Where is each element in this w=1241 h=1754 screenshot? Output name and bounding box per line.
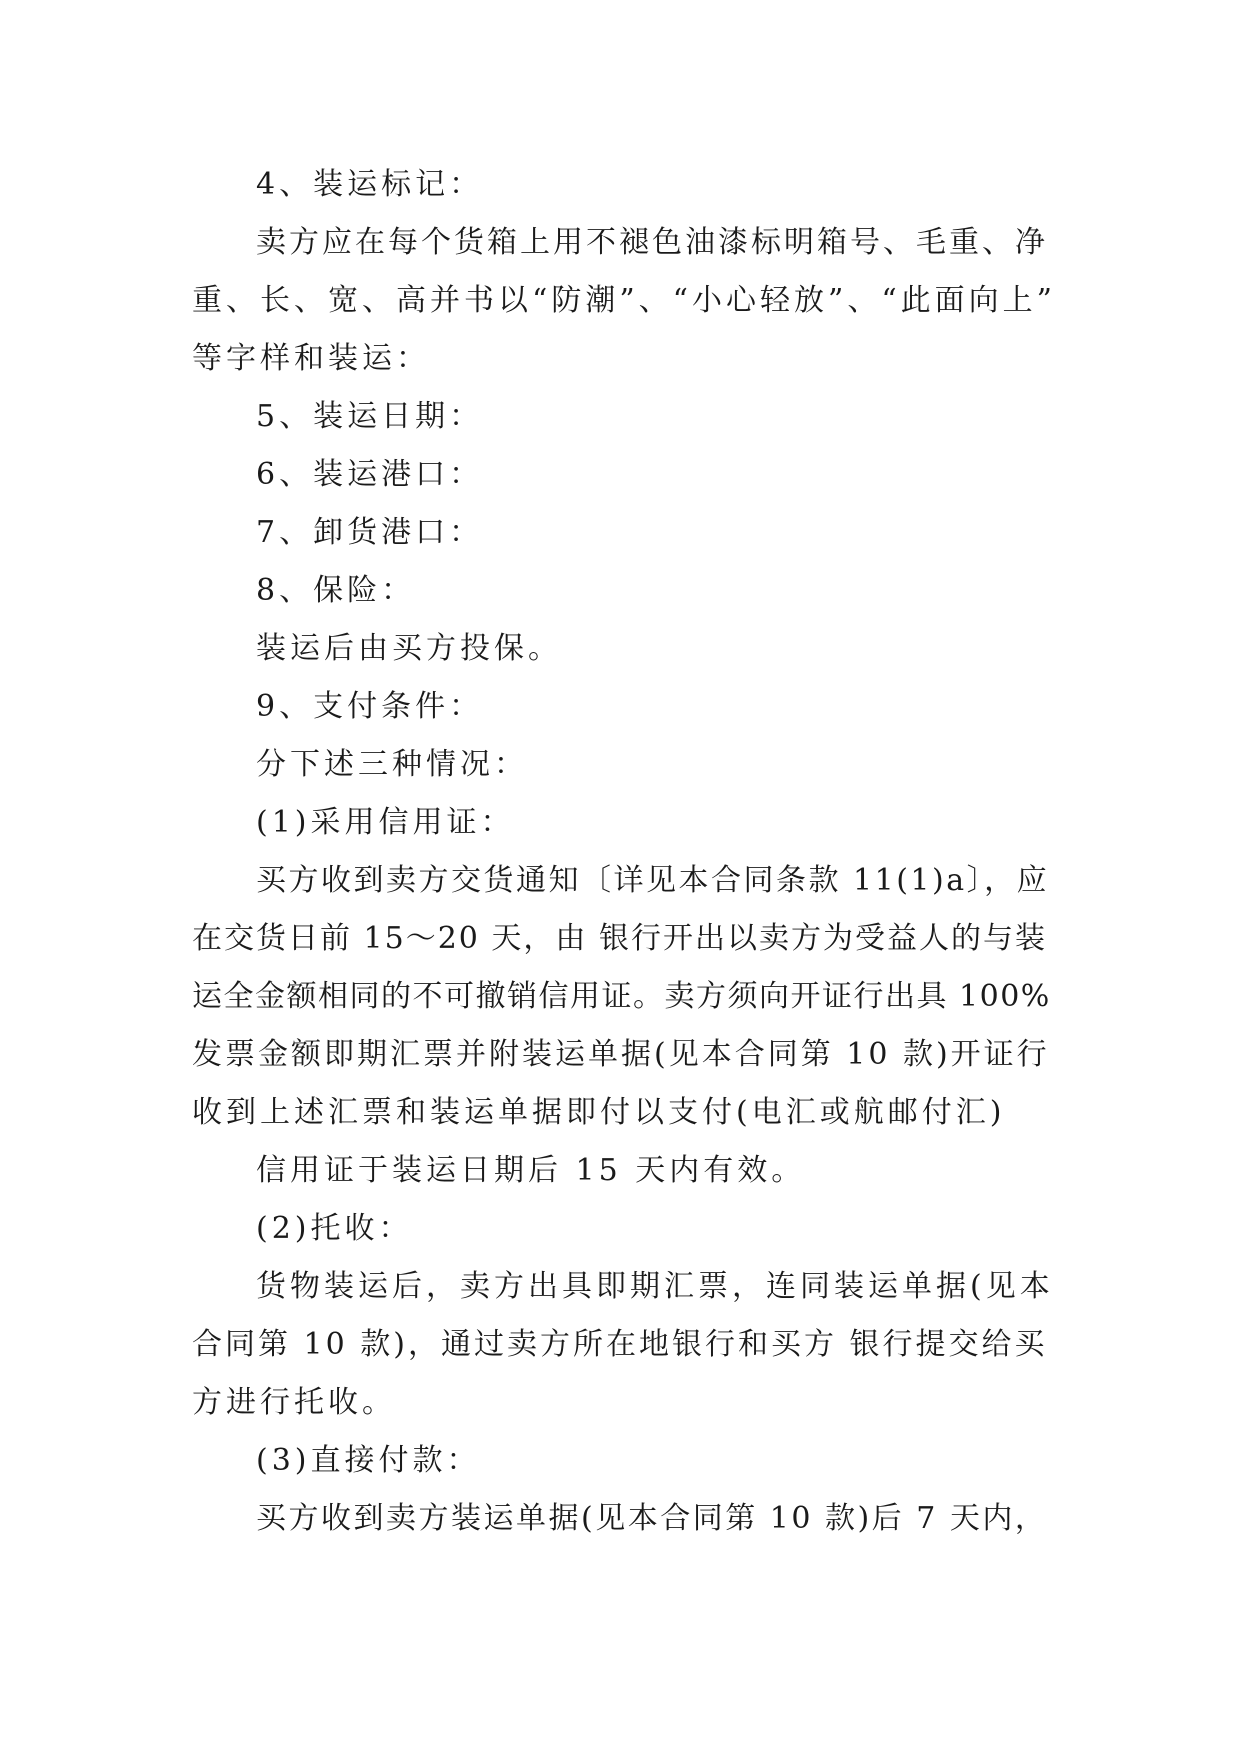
- text-line: 发票金额即期汇票并附装运单据(见本合同第 10 款)开证行: [192, 1037, 1050, 1072]
- text-line: 4、装运标记：: [256, 167, 484, 202]
- text-line: 货物装运后，卖方出具即期汇票，连同装运单据(见本: [256, 1269, 1054, 1304]
- text-line: 重、长、宽、高并书以“防潮”、“小心轻放”、“此面向上”: [192, 283, 1057, 318]
- text-line: 6、装运港口：: [256, 457, 484, 492]
- text-line: 在交货日前 15～20 天，由 银行开出以卖方为受益人的与装: [192, 921, 1047, 956]
- text-line: 9、支付条件：: [256, 689, 484, 724]
- text-line: 7、卸货港口：: [256, 515, 484, 550]
- text-line: 卖方应在每个货箱上用不褪色油漆标明箱号、毛重、净: [256, 225, 1048, 260]
- text-line: 收到上述汇票和装运单据即付以支付(电汇或航邮付汇): [192, 1095, 1006, 1130]
- text-line: (1)采用信用证：: [256, 805, 515, 840]
- text-line: 信用证于装运日期后 15 天内有效。: [256, 1153, 806, 1188]
- text-line: 合同第 10 款)，通过卖方所在地银行和买方 银行提交给买: [192, 1327, 1048, 1362]
- text-line: 装运后由买方投保。: [256, 631, 562, 666]
- text-line: (3)直接付款：: [256, 1443, 481, 1478]
- text-line: 5、装运日期：: [256, 399, 484, 434]
- text-line: 方进行托收。: [192, 1385, 396, 1420]
- text-line: (2)托收：: [256, 1211, 413, 1246]
- text-line: 8、保险：: [256, 573, 416, 608]
- text-line: 买方收到卖方交货通知〔详见本合同条款 11(1)a〕，应: [256, 863, 1050, 898]
- text-line: 买方收到卖方装运单据(见本合同第 10 款)后 7 天内，: [256, 1501, 1048, 1536]
- document-body: [192, 156, 1058, 1548]
- text-line: 运全金额相同的不可撤销信用证。卖方须向开证行出具 100%: [192, 979, 1051, 1014]
- text-line: 分下述三种情况：: [256, 747, 528, 782]
- text-line: 等字样和装运：: [192, 341, 430, 376]
